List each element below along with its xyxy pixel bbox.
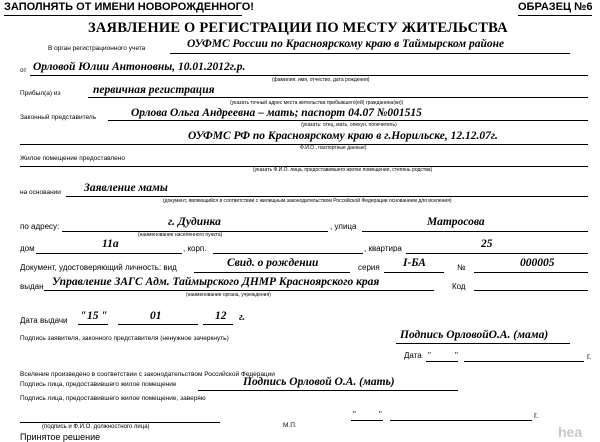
bottom-date-day-line [351,420,383,421]
passport-issuer-value: ОУФМС РФ по Красноярскому краю в г.Норильске, 12.12.07г. [188,130,498,142]
signature-label: Подпись заявителя, законного представителя (ненужное зачеркнуть) [20,335,229,342]
apt-line [406,253,588,254]
issue-date-suffix: г. [239,312,246,323]
from-line [30,75,588,76]
bottom-line1: Вселение произведено в соответствии с законодательством Российской Федерации [20,371,275,378]
issued-line [44,290,434,291]
apt-value: 25 [481,238,493,250]
from-label: от [20,67,27,74]
stamp-label: М.П. [283,422,297,429]
basis-label: на основании [20,189,61,196]
doc-kind-value: Свид. о рождении [227,257,319,269]
korp-label: , корп. [183,244,207,253]
arrived-label: Прибыл(а) из [20,90,61,97]
num-label: № [457,263,466,272]
num-line [474,272,588,273]
organ-label: В орган регистрационного учета [48,45,146,52]
date-rest-line [464,361,584,362]
watermark-logo: hea [558,424,583,440]
address-label: по адресу: [20,222,60,231]
signature-value: Подпись ОрловойО.А. (мама) [400,329,549,341]
official-signature-hint: (подпись и Ф.И.О. должностного лица) [42,424,150,430]
bottom-line3: Подпись лица, предоставившего жилое помещение, заверяю [20,395,206,402]
header-sample-label: ОБРАЗЕЦ №6 [518,1,593,13]
representative-line [108,120,588,121]
city-hint: (наименование населенного пункта) [138,232,223,238]
signature-line [396,343,570,344]
passport-issuer-hint: Ф.И.О., паспортные данные) [300,145,367,151]
korp-line [213,253,363,254]
date-quote-close: " [455,351,458,360]
from-hint: (фамилия, имя, отчество, дата рождения) [272,77,370,83]
issue-date-month-line [118,324,198,325]
city-value: г. Дудинка [168,216,221,228]
arrived-hint: (указать точный адрес места жительства прибывшего(ей) гражданина(ки)) [230,100,404,106]
num-value: 000005 [520,257,555,269]
bottom-quote-open: " [353,410,356,419]
house-value: 11а [102,238,119,250]
doc-label: Документ, удостоверяющий личность: вид [20,263,177,272]
series-label: серия [358,263,380,272]
issue-date-day-line [78,324,108,325]
issue-date-year-line [203,324,233,325]
representative-label: Законный представитель [20,114,97,121]
series-line [384,272,444,273]
house-line [36,253,182,254]
bottom-quote-close: " [379,410,382,419]
issue-date-month: 01 [150,310,162,322]
page-title: ЗАЯВЛЕНИЕ О РЕГИСТРАЦИИ ПО МЕСТУ ЖИТЕЛЬСТВА [88,20,508,36]
organ-line [170,53,570,54]
arrived-value: первичная регистрация [93,84,215,96]
issued-value: Управление ЗАГС Адм. Таймырского ДНМР Красноярского края [52,276,380,288]
arrived-line [88,97,588,98]
issued-label: выдан [20,282,44,291]
series-value: I-БА [403,257,426,269]
basis-value: Заявление мамы [84,182,168,194]
header-sample-underline [518,15,592,16]
provider-signature: Подпись Орловой О.А. (мать) [243,376,395,388]
house-label: дом [20,244,35,253]
date-day-line [426,361,458,362]
issue-date-quote-close: " [101,310,108,322]
provider-signature-line [198,390,458,391]
doc-kind-line [194,272,350,273]
housing-hint: (указать Ф.И.О. лица, предоставившего жилое помещение, степень родства) [253,167,433,173]
decision-label: Принятое решение [20,432,101,442]
code-label: Код [452,282,466,291]
bottom-date-rest-line [390,420,532,421]
bottom-line2: Подпись лица, предоставившего жилое помещение [20,381,177,388]
date-quote-open: " [428,351,431,360]
issue-date-year: 12 [215,310,227,322]
header-warning: ЗАПОЛНЯТЬ ОТ ИМЕНИ НОВОРОЖДЕННОГО! [4,1,254,13]
apt-label: , квартира [364,244,402,253]
housing-label: Жилое помещение предоставлено [20,155,125,162]
representative-hint: (указать: отец, мать, опекун, попечитель) [301,122,397,128]
issue-date-quote-open: " [80,310,87,322]
basis-hint: (документ, являющийся в соответствии с жилищным законодательством Российской Федерации основанием для вселения) [163,198,452,204]
representative-value: Орлова Ольга Андреевна – мать; паспорт 04.07 №001515 [131,107,422,119]
header-underline [4,15,242,16]
basis-line [66,196,588,197]
from-value: Орловой Юлии Антоновны, 10.01.2012г.р. [33,61,246,73]
code-line [474,290,588,291]
issue-date-day: 15 [87,310,99,322]
date-label: Дата [404,351,422,360]
official-signature-line [20,422,220,423]
issue-date-label: Дата выдачи [20,316,68,325]
street-value: Матросова [427,216,485,228]
organ-value: ОУФМС России по Красноярскому краю в Таймырском районе [187,38,505,50]
street-label: , улица [330,222,357,231]
bottom-date-suffix: г. [534,411,539,420]
date-suffix: г. [587,352,592,361]
street-line [362,231,588,232]
issued-hint: (наименование органа, учреждения) [186,292,271,298]
